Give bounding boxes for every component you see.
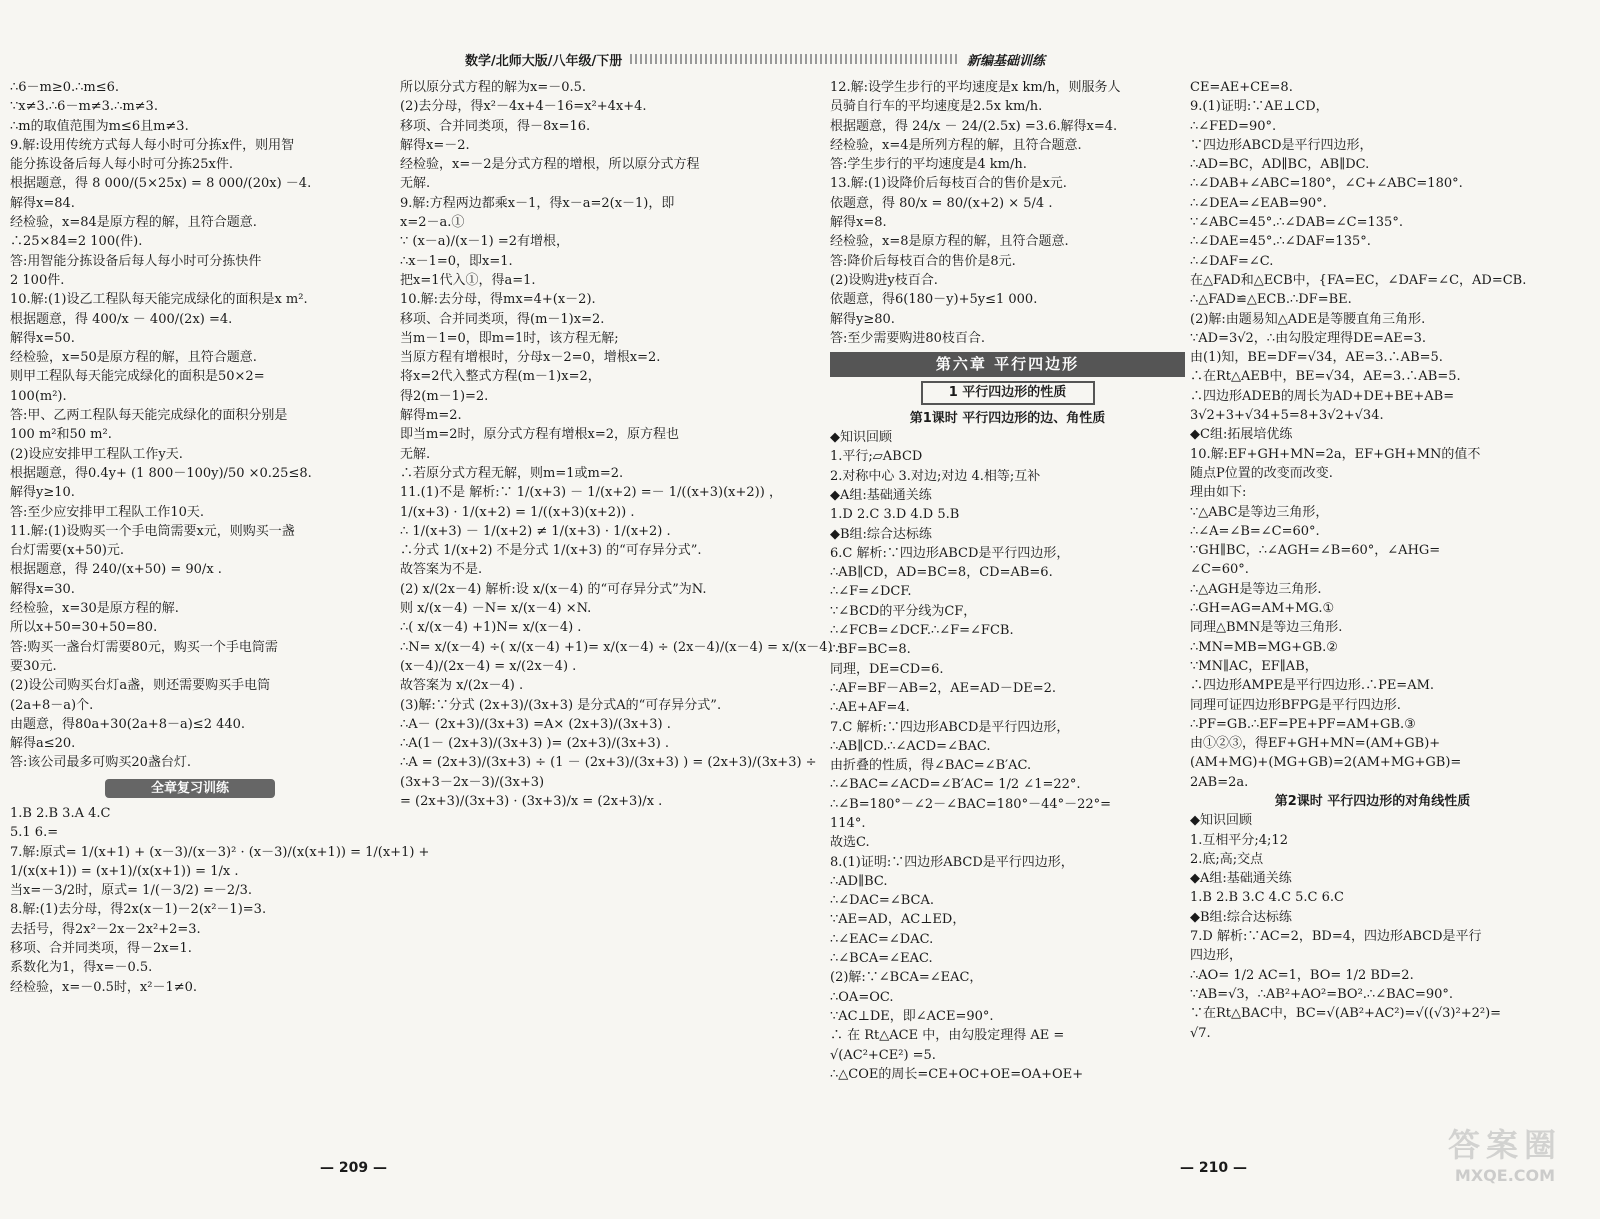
- text-line: 无解.: [400, 176, 431, 192]
- page-number-left: — 209 —: [320, 1160, 387, 1176]
- text-line: 1.D 2.C 3.D 4.D 5.B: [830, 507, 960, 523]
- text-line: ∴∠A=∠B=∠C=60°.: [1190, 523, 1320, 539]
- watermark-bottom: MXQE.COM: [1454, 1166, 1556, 1185]
- text-line: ∴∠FED=90°.: [1190, 118, 1277, 134]
- text-line: ∵△ABC是等边三角形，: [1190, 504, 1329, 520]
- text-line: 2AB=2a.: [1190, 774, 1249, 790]
- text-line: 6.C 解析:∵四边形ABCD是平行四边形，: [830, 545, 1070, 561]
- text-line: ∴∠BAC=∠ACD=∠B′AC= 1/2 ∠1=22°.: [830, 777, 1081, 793]
- text-line: 故答案为不是.: [400, 562, 483, 578]
- text-line: 13.解:(1)设降价后每枝百合的售价是x元.: [830, 176, 1067, 192]
- text-line: ∴AB∥CD.∴∠ACD=∠BAC.: [830, 738, 991, 754]
- text-line: ∴∠EAC=∠DAC.: [830, 931, 934, 947]
- text-line: ∵AB=√3，∴AB²+AO²=BO².∴∠BAC=90°.: [1190, 986, 1454, 1002]
- chapter-heading: 第六章 平行四边形: [830, 352, 1185, 377]
- text-line: 答:该公司最多可购买20盏台灯.: [10, 755, 192, 771]
- text-line: 7.C 解析:∵四边形ABCD是平行四边形，: [830, 719, 1070, 735]
- watermark-top: 答案圈: [1447, 1126, 1562, 1164]
- text-line: ∵AC⊥DE，即∠ACE=90°.: [830, 1008, 994, 1024]
- text-line: ∴在Rt△AEB中，BE=√34，AE=3.∴AB=5.: [1190, 369, 1461, 385]
- text-line: ∴N= x/(x－4) ÷( x/(x－4) +1)= x/(x－4) ÷ (2x－4)/(x－4) = x/(x－4) ·: [400, 639, 841, 655]
- text-line: 移项、合并同类项，得(m－1)x=2.: [400, 311, 605, 327]
- text-line: ◆C组:拓展培优练: [1190, 427, 1293, 443]
- text-line: ∵GH∥BC，∴∠AGH=∠B=60°，∠AHG=: [1190, 543, 1441, 559]
- lesson-heading: 第2课时 平行四边形的对角线性质: [1274, 793, 1471, 809]
- text-line: ∠C=60°.: [1190, 562, 1249, 578]
- text-line: ◆知识回顾: [1190, 813, 1252, 829]
- text-line: 由(1)知，BE=DF=√34，AE=3.∴AB=5.: [1190, 350, 1443, 366]
- text-line: ∵∠ABC=45°.∴∠DAB=∠C=135°.: [1190, 215, 1403, 231]
- text-line: 移项、合并同类项，得－8x=16.: [400, 118, 591, 134]
- text-line: ∴∠BCA=∠EAC.: [830, 951, 933, 967]
- text-line: 台灯需要(x+50)元.: [10, 543, 125, 559]
- text-line: 同理△BMN是等边三角形.: [1190, 620, 1343, 636]
- text-line: 答:用智能分拣设备后每人每小时可分拣快件: [10, 253, 262, 269]
- text-line: ∴∠DAC=∠BCA.: [830, 893, 934, 909]
- text-line: (AM+MG)+(MG+GB)=2(AM+MG+GB)=: [1190, 755, 1462, 771]
- text-line: 1.互相平分;4;12: [1190, 832, 1288, 848]
- text-line: 1/(x(x+1)) = (x+1)/(x(x+1)) = 1/x .: [10, 863, 239, 879]
- text-line: 去括号，得2x²－2x－2x²+2=3.: [10, 921, 201, 937]
- text-line: 移项、合并同类项，得－2x=1.: [10, 941, 192, 957]
- text-line: 1/(x+3) · 1/(x+2) = 1/((x+3)(x+2)) .: [400, 504, 635, 520]
- text-line: ∴△FAD≌△ECB.∴DF=BE.: [1190, 292, 1352, 308]
- column-4: [1190, 78, 1555, 1178]
- text-line: √7.: [1190, 1025, 1211, 1041]
- text-line: (2)设应安排甲工程队工作y天.: [10, 446, 183, 462]
- text-line: √(AC²+CE²) =5.: [830, 1047, 936, 1063]
- text-line: 所以x+50=30+50=80.: [10, 620, 158, 636]
- header-divider: [630, 54, 959, 64]
- text-line: 员骑自行车的平均速度是2.5x km/h.: [830, 99, 1043, 115]
- lesson-heading: 第1课时 平行四边形的边、角性质: [909, 410, 1106, 426]
- text-line: 11.解:(1)设购买一个手电筒需要x元，则购买一盏: [10, 523, 295, 539]
- text-line: 9.解:设用传统方式每人每小时可分拣x件，则用智: [10, 137, 295, 153]
- text-line: ∴ 在 Rt△ACE 中，由勾股定理得 AE =: [830, 1028, 1065, 1044]
- text-line: ∴AE+AF=4.: [830, 700, 910, 716]
- text-line: 即当m=2时，原分式方程有增根x=2，原方程也: [400, 427, 679, 443]
- header-title: 数学/北师大版/八年级/下册: [465, 53, 623, 69]
- text-line: 当原方程有增根时，分母x－2=0，增根x=2.: [400, 350, 661, 366]
- text-line: 3√2+3+√34+5=8+3√2+√34.: [1190, 408, 1384, 424]
- text-line: 在△FAD和△ECB中，{FA=EC，∠DAF=∠C，AD=CB.: [1190, 272, 1527, 288]
- text-line: ∴A(1－ (2x+3)/(3x+3) )= (2x+3)/(3x+3) .: [400, 736, 670, 752]
- text-line: 7.D 解析:∵AC=2，BD=4，四边形ABCD是平行: [1190, 929, 1482, 945]
- text-line: CE=AE+CE=8.: [1190, 80, 1293, 95]
- text-line: 则 x/(x－4) －N= x/(x－4) ×N.: [400, 601, 592, 617]
- text-line: 答:至少需要购进80枝百合.: [830, 330, 986, 346]
- text-line: ∴A－ (2x+3)/(3x+3) =A× (2x+3)/(3x+3) .: [400, 716, 671, 732]
- text-line: (2)解:由题易知△ADE是等腰直角三角形.: [1190, 311, 1426, 327]
- text-line: ∴OA=OC.: [830, 989, 894, 1005]
- section-heading: 1 平行四边形的性质: [921, 381, 1095, 404]
- text-line: ∵ (x－a)/(x－1) =2有增根，: [400, 234, 570, 250]
- text-line: 114°.: [830, 815, 866, 831]
- text-line: ∴四边形ADEB的周长为AD+DE+BE+AB=: [1190, 388, 1455, 404]
- text-line: (2)解:∵∠BCA=∠EAC，: [830, 970, 983, 986]
- text-line: 8.解:(1)去分母，得2x(x－1)－2(x²－1)=3.: [10, 902, 267, 918]
- text-line: ∴∠FCB=∠DCF.∴∠F=∠FCB.: [830, 623, 1014, 639]
- text-line: ◆B组:综合达标练: [830, 526, 932, 542]
- text-line: 5.1 6.=: [10, 825, 59, 841]
- text-line: ∴∠DEA=∠EAB=90°.: [1190, 195, 1327, 211]
- text-line: (3x+3－2x－3)/(3x+3): [400, 774, 545, 790]
- text-line: 四边形，: [1190, 948, 1243, 964]
- text-line: ∴x－1=0，即x=1.: [400, 253, 513, 269]
- text-line: 答:降价后每枝百合的售价是8元.: [830, 253, 1016, 269]
- text-line: 由折叠的性质，得∠BAC=∠B′AC.: [830, 758, 1032, 774]
- text-line: 当x=－3/2时，原式= 1/(－3/2) =－2/3.: [10, 883, 252, 899]
- text-line: 依题意，得6(180－y)+5y≤1 000.: [830, 292, 1038, 308]
- text-line: 答:学生步行的平均速度是4 km/h.: [830, 157, 1027, 173]
- text-line: 经检验，x=－0.5时，x²－1≠0.: [10, 979, 198, 995]
- text-line: 由①②③，得EF+GH+MN=(AM+GB)+: [1190, 736, 1441, 752]
- text-line: 9.解:方程两边都乘x－1，得x－a=2(x－1)，即: [400, 195, 675, 211]
- text-line: ∴AF=BF－AB=2，AE=AD－DE=2.: [830, 680, 1057, 696]
- text-line: 答:购买一盏台灯需要80元，购买一个手电筒需: [10, 639, 278, 655]
- text-line: 100(m²).: [10, 388, 67, 404]
- text-line: ∴GH=AG=AM+MG.①: [1190, 601, 1335, 617]
- text-line: ∴四边形AMPE是平行四边形.∴PE=AM.: [1190, 678, 1435, 694]
- text-line: ∵AD=3√2，∴由勾股定理得DE=AE=3.: [1190, 330, 1427, 346]
- text-line: 解得x=30.: [10, 581, 75, 597]
- text-line: 2.对称中心 3.对边;对边 4.相等;互补: [830, 468, 1041, 484]
- text-line: ∴( x/(x－4) +1)N= x/(x－4) .: [400, 620, 582, 636]
- text-line: ∴AO= 1/2 AC=1，BO= 1/2 BD=2.: [1190, 967, 1414, 983]
- text-line: 将x=2代入整式方程(m－1)x=2，: [400, 369, 601, 385]
- text-line: ∴MN=MB=MG+GB.②: [1190, 639, 1338, 655]
- text-line: ∴△COE的周长=CE+OC+OE=OA+OE+: [830, 1066, 1084, 1082]
- text-line: (2)设公司购买台灯a盏，则还需要购买手电筒: [10, 678, 271, 694]
- text-line: 答:至少应安排甲工程队工作10天.: [10, 504, 205, 520]
- text-line: 经检验，x=84是原方程的解，且符合题意.: [10, 215, 257, 231]
- text-line: 当m－1=0，即m=1时，该方程无解;: [400, 330, 619, 346]
- header-brand: 新编基础训练: [966, 53, 1045, 69]
- text-line: ∴ 1/(x+3) － 1/(x+2) ≠ 1/(x+3) · 1/(x+2) .: [400, 523, 671, 539]
- text-line: ∴25×84=2 100(件).: [10, 234, 143, 250]
- text-line: 解得x=8.: [830, 215, 887, 231]
- text-line: ∴AD=BC，AD∥BC，AB∥DC.: [1190, 157, 1370, 173]
- text-line: 1.B 2.B 3.A 4.C: [10, 805, 111, 821]
- text-line: ∵AE=AD，AC⊥ED，: [830, 912, 966, 928]
- text-line: (2)去分母，得x²－4x+4－16=x²+4x+4.: [400, 99, 647, 115]
- text-line: ∵x≠3.∴6－m≠3.∴m≠3.: [10, 99, 158, 115]
- text-line: 经检验，x=－2是分式方程的增根，所以原分式方程: [400, 157, 700, 173]
- text-line: 经检验，x=8是原方程的解，且符合题意.: [830, 234, 1069, 250]
- text-line: 把x=1代入①，得a=1.: [400, 272, 536, 288]
- text-line: 所以原分式方程的解为x=－0.5.: [400, 80, 587, 95]
- column-3: [830, 78, 1185, 1178]
- text-line: ∴6－m≥0.∴m≤6.: [10, 80, 120, 95]
- text-line: 解得x=－2.: [400, 137, 470, 153]
- text-line: 解得y≥80.: [830, 311, 895, 327]
- text-line: 7.解:原式= 1/(x+1) + (x－3)/(x－3)² · (x－3)/(x(x+1)) = 1/(x+1) +: [10, 844, 430, 860]
- text-line: ∴△AGH是等边三角形.: [1190, 581, 1322, 597]
- text-line: 根据题意，得 24/x － 24/(2.5x) =3.6.解得x=4.: [830, 118, 1118, 134]
- text-line: 依题意，得 80/x = 80/(x+2) × 5/4 .: [830, 195, 1053, 211]
- text-line: 11.(1)不是 解析:∵ 1/(x+3) － 1/(x+2) =－ 1/((x+3)(x+2)) ，: [400, 485, 782, 501]
- text-line: 故选C.: [830, 835, 870, 851]
- text-line: ∵在Rt△BAC中，BC=√(AB²+AC²)=√((√3)²+2²)=: [1190, 1006, 1502, 1022]
- text-line: (2) x/(2x－4) 解析:设 x/(x－4) 的“可存异分式”为N.: [400, 581, 707, 597]
- text-line: ∴BF=BC=8.: [830, 642, 911, 658]
- text-line: ∴分式 1/(x+2) 不是分式 1/(x+3) 的“可存异分式”.: [400, 543, 702, 559]
- text-line: ◆知识回顾: [830, 430, 892, 446]
- text-line: (2)设购进y枝百合.: [830, 272, 938, 288]
- text-line: 12.解:设学生步行的平均速度是x km/h，则服务人: [830, 80, 1121, 95]
- text-line: 答:甲、乙两工程队每天能完成绿化的面积分别是: [10, 408, 288, 424]
- text-line: = (2x+3)/(3x+3) · (3x+3)/x = (2x+3)/x .: [400, 793, 663, 809]
- text-line: (x－4)/(2x－4) = x/(2x－4) .: [400, 658, 577, 674]
- text-line: ∴m的取值范围为m≤6且m≠3.: [10, 118, 189, 134]
- text-line: ◆A组:基础通关练: [1190, 871, 1292, 887]
- text-line: 无解.: [400, 446, 431, 462]
- page-number-right: — 210 —: [1180, 1160, 1247, 1176]
- text-line: 2 100件.: [10, 272, 65, 288]
- text-line: 经检验，x=4是所列方程的解，且符合题意.: [830, 137, 1082, 153]
- text-line: 根据题意，得 8 000/(5×25x) = 8 000/(20x) －4.: [10, 176, 312, 192]
- text-line: x=2－a.①: [400, 215, 465, 231]
- text-line: ∴∠DAB+∠ABC=180°，∠C+∠ABC=180°.: [1190, 176, 1463, 192]
- text-line: ∴PF=GB.∴EF=PE+PF=AM+GB.③: [1190, 716, 1416, 732]
- text-line: 由题意，得80a+30(2a+8－a)≤2 440.: [10, 716, 246, 732]
- text-line: ∵MN∥AC，EF∥AB，: [1190, 658, 1318, 674]
- text-line: ∴A = (2x+3)/(3x+3) ÷ (1 － (2x+3)/(3x+3) ) = (2x+3)/(3x+3) ÷: [400, 755, 817, 771]
- text-line: 经检验，x=50是原方程的解，且符合题意.: [10, 350, 257, 366]
- text-line: 同理可证四边形BFPG是平行四边形.: [1190, 697, 1401, 713]
- text-line: 同理，DE=CD=6.: [830, 661, 944, 677]
- text-line: 系数化为1，得x=－0.5.: [10, 960, 153, 976]
- text-line: 解得a≤20.: [10, 736, 76, 752]
- text-line: 10.解:(1)设乙工程队每天能完成绿化的面积是x m².: [10, 292, 308, 308]
- text-line: 1.B 2.B 3.C 4.C 5.C 6.C: [1190, 890, 1344, 906]
- text-line: 解得y≥10.: [10, 485, 75, 501]
- text-line: ◆A组:基础通关练: [830, 487, 932, 503]
- text-line: 2.底;高;交点: [1190, 851, 1264, 867]
- text-line: 100 m²和50 m².: [10, 427, 112, 443]
- text-line: 理由如下:: [1190, 485, 1247, 501]
- text-line: 1.平行;▱ABCD: [830, 449, 923, 465]
- text-line: ∴若原分式方程无解，则m=1或m=2.: [400, 465, 624, 481]
- text-line: 要30元.: [10, 658, 57, 674]
- column-2: [400, 78, 841, 1178]
- text-line: ∴∠F=∠DCF.: [830, 584, 912, 600]
- text-line: 随点P位置的改变而改变.: [1190, 465, 1333, 481]
- text-line: ◆B组:综合达标练: [1190, 909, 1292, 925]
- text-line: 8.(1)证明:∵四边形ABCD是平行四边形，: [830, 854, 1074, 870]
- text-line: 根据题意，得0.4y+ (1 800－100y)/50 ×0.25≤8.: [10, 465, 312, 481]
- text-line: 能分拣设备后每人每小时可分拣25x件.: [10, 157, 234, 173]
- text-line: ∵∠BCD的平分线为CF，: [830, 603, 977, 619]
- text-line: 经检验，x=30是原方程的解.: [10, 601, 179, 617]
- review-heading: 全章复习训练: [105, 779, 275, 798]
- text-line: 得2(m－1)=2.: [400, 388, 489, 404]
- text-line: ∴∠DAF=∠C.: [1190, 253, 1274, 269]
- page-header: [465, 48, 1045, 70]
- text-line: ∴∠DAE=45°.∴∠DAF=135°.: [1190, 234, 1371, 250]
- text-line: 9.(1)证明:∵AE⊥CD，: [1190, 99, 1329, 115]
- text-line: ∴AD∥BC.: [830, 873, 888, 889]
- text-line: (3)解:∵分式 (2x+3)/(3x+3) 是分式A的“可存异分式”.: [400, 697, 722, 713]
- watermark-logo: [1430, 1120, 1580, 1210]
- text-line: ∴AB∥CD，AD=BC=8，CD=AB=6.: [830, 565, 1053, 581]
- text-line: 则甲工程队每天能完成绿化的面积是50×2=: [10, 369, 265, 385]
- text-line: 根据题意，得 400/x － 400/(2x) =4.: [10, 311, 233, 327]
- text-line: 故答案为 x/(2x－4) .: [400, 678, 524, 694]
- text-line: ∵四边形ABCD是平行四边形，: [1190, 137, 1373, 153]
- text-line: 解得x=84.: [10, 195, 75, 211]
- text-line: 10.解:去分母，得mx=4+(x－2).: [400, 292, 596, 308]
- text-line: 10.解:EF+GH+MN=2a，EF+GH+MN的值不: [1190, 446, 1481, 462]
- text-line: 解得x=50.: [10, 330, 75, 346]
- text-line: ∴∠B=180°－∠2－∠BAC=180°－44°－22°=: [830, 796, 1112, 812]
- text-line: 解得m=2.: [400, 408, 462, 424]
- text-line: 根据题意，得 240/(x+50) = 90/x .: [10, 562, 222, 578]
- text-line: (2a+8－a)个.: [10, 697, 94, 713]
